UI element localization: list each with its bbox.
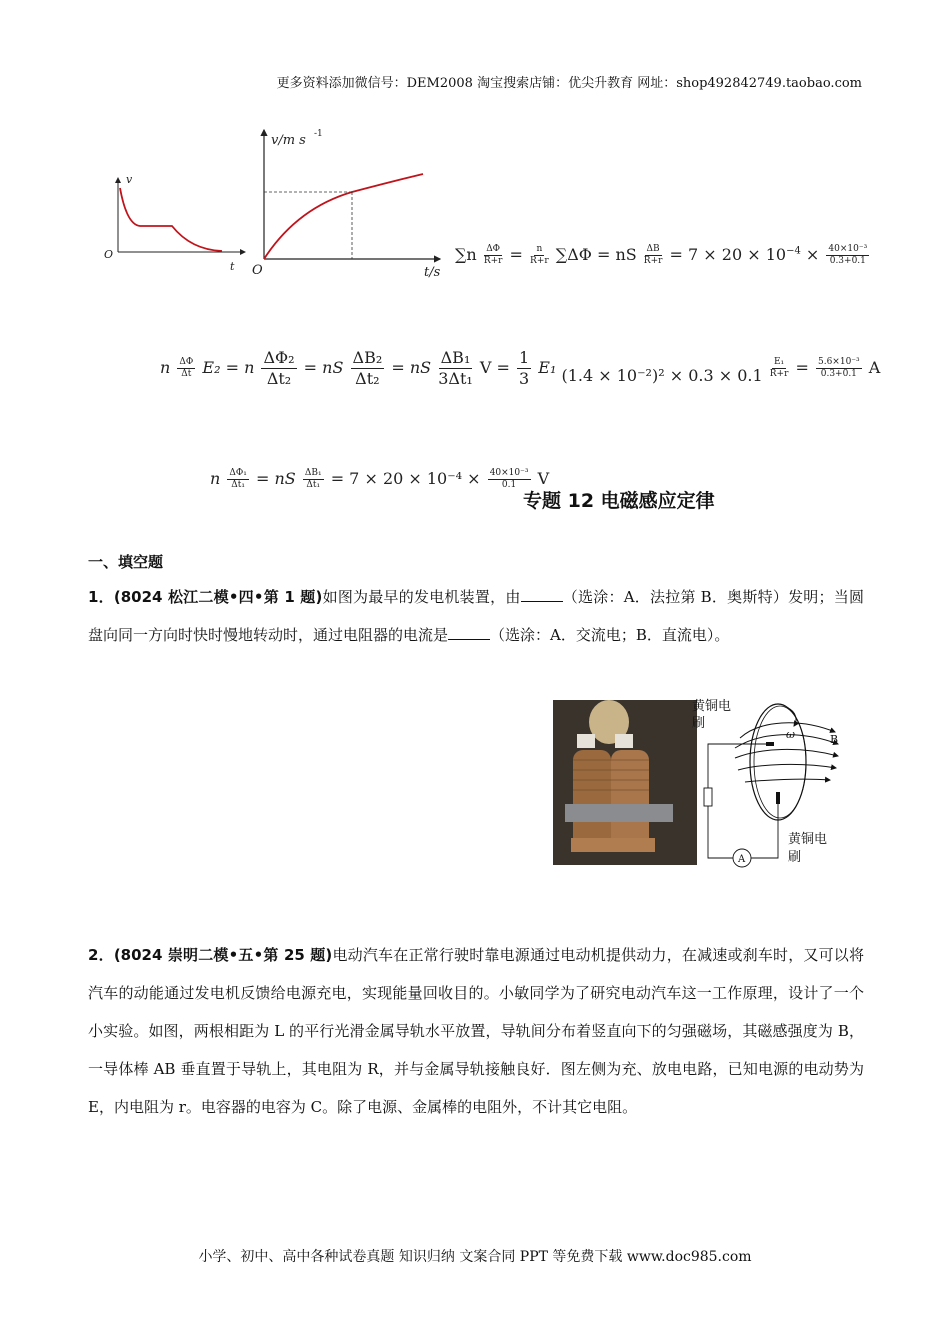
f2-frac-6 <box>770 357 789 380</box>
f2-frac-6-num: E₁ <box>773 357 785 367</box>
small-graph-origin: O <box>104 248 114 261</box>
top-brush-label-2: 刷 <box>692 716 706 731</box>
f3-frac-2-den: Δt₁ <box>306 480 321 490</box>
f1-frac-1-den: R+r <box>483 256 503 266</box>
question-1-text-b: （选涂：A．法拉第 B．奥斯特）发明；当圆盘向同一方向时快时慢地转动时，通过电阻器的电流是 <box>88 588 864 644</box>
question-1-blank-2[interactable] <box>448 625 490 640</box>
f1-frac-4-den: 0.3+0.1 <box>829 256 866 266</box>
generator-photo <box>553 700 697 865</box>
f3-frac-3-den: 0.1 <box>501 480 517 490</box>
f2-unit: A <box>868 358 881 377</box>
f2-frac-1 <box>177 357 195 380</box>
f3-n: n <box>210 469 221 488</box>
bottom-brush-label-1: 黄铜电 <box>788 832 828 847</box>
large-vt-graph <box>248 122 448 282</box>
question-1-number: 1．(8024 松江二模•四•第 1 题) <box>88 588 323 606</box>
f2-frac-3 <box>351 348 385 389</box>
f1-frac-3-den: R+r <box>643 256 663 266</box>
small-graph-y-label: v <box>126 173 133 186</box>
f1-sum-n: ∑n <box>455 245 477 264</box>
large-graph-origin: O <box>252 263 263 278</box>
question-2-text: 电动汽车在正常行驶时靠电源通过电动机提供动力，在减速或刹车时，又可以将汽车的动能通过发电机反馈给电源充电，实现能量回收目的。小敏同学为了研究电动汽车这一工作原理，设计了一个小实验。如图，两根相距为 L 的平行光滑金属导轨水平放置，导轨间分布着竖直向下的匀强磁场，其磁感强度为 B，一导体棒 AB 垂直置于导轨上，其电阻为 R，并与金属导轨接触良好．图左侧为充、放电电路，已知电源的电动势为 E，内电阻为 r。电容器的电容为 C。除了电源、金属棒的电阻外，不计其它电阻。 <box>88 946 864 1116</box>
question-1-text-c: （选涂：A．交流电；B．直流电）。 <box>490 626 730 644</box>
f2-eq2: = <box>795 358 809 377</box>
section-heading: 一、填空题 <box>88 553 164 571</box>
f1-eq: = <box>509 245 523 264</box>
f2-frac-4-den: 3Δt₁ <box>438 369 473 388</box>
bottom-brush-label-2: 刷 <box>788 850 802 865</box>
f2-frac-7 <box>816 357 862 380</box>
f1-frac-4 <box>826 244 869 267</box>
f2-frac-7-num: 5.6×10⁻³ <box>817 357 860 367</box>
f3-frac-1-den: Δt₁ <box>231 480 246 490</box>
page-header: 更多资料添加微信号：DEM2008 淘宝搜索店铺：优尖升教育 网址：shop492842749.taobao.com <box>276 76 862 91</box>
f1-frac-2-den: R+r <box>530 256 549 266</box>
f2-paren: (1.4 × 10⁻²)² × 0.3 × 0.1 <box>561 366 763 385</box>
f1-rhs: = 7 × 20 × 10 <box>669 245 787 264</box>
f1-rhs-exp: −4 <box>786 245 801 257</box>
top-brush <box>766 742 774 746</box>
f2-frac-5-num: 1 <box>519 348 530 367</box>
generator-schematic <box>690 690 870 875</box>
f2-e1: E₁ <box>538 358 557 377</box>
f1-frac-3 <box>644 244 663 267</box>
f2-n: n <box>160 358 171 377</box>
question-2 <box>88 936 864 1126</box>
f3-eq-ns: = nS <box>256 469 296 488</box>
small-graph-x-label: t <box>230 260 235 273</box>
b-label: B <box>830 733 839 746</box>
formula-2 <box>160 348 880 389</box>
formula-3 <box>210 468 549 491</box>
question-1 <box>88 578 864 654</box>
f2-frac-1-num: ΔΦ <box>179 357 194 367</box>
top-brush-label-1: 黄铜电 <box>692 699 732 714</box>
f1-frac-4-num: 40×10⁻³ <box>828 244 868 254</box>
f2-frac-3-num: ΔB₂ <box>352 348 383 367</box>
f2-frac-3-den: Δt₂ <box>355 369 380 388</box>
f2-frac-1-den: Δt <box>181 369 192 379</box>
f2-e2: E₂ = n <box>202 358 255 377</box>
generator-photo-drawing <box>553 700 697 865</box>
f2-eq-ns-2: = nS <box>391 358 432 377</box>
f2-frac-2 <box>261 348 296 389</box>
f1-frac-2 <box>530 244 549 267</box>
question-1-text-a: 如图为最早的发电机装置，由 <box>322 588 521 606</box>
large-graph-y-label-sup: -1 <box>314 129 323 139</box>
bottom-brush <box>776 792 780 804</box>
large-graph-y-label: v/m s <box>271 133 306 148</box>
f2-frac-5 <box>517 348 531 389</box>
f1-frac-1 <box>484 244 503 267</box>
f3-unit: V <box>537 469 550 488</box>
ammeter-label: A <box>738 854 746 865</box>
f3-frac-2-num: ΔB₁ <box>304 468 322 478</box>
f1-frac-2-num: n <box>536 244 543 254</box>
large-graph-curve <box>264 174 423 259</box>
f2-eq-ns-1: = nS <box>303 358 344 377</box>
f1-sum-dphi: ∑ΔΦ = nS <box>555 245 637 264</box>
question-1-blank-1[interactable] <box>521 587 563 602</box>
small-graph-curve <box>120 188 222 251</box>
f3-frac-3-num: 40×10⁻³ <box>489 468 529 478</box>
f2-v-eq: V = <box>479 358 510 377</box>
omega-label: ω <box>786 728 795 741</box>
f1-frac-1-num: ΔΦ <box>486 244 501 254</box>
f2-frac-7-den: 0.3+0.1 <box>820 369 857 379</box>
page-footer: 小学、初中、高中各种试卷真题 知识归纳 文案合同 PPT 等免费下载 www.doc985.com <box>198 1249 752 1265</box>
small-vt-graph <box>100 170 250 280</box>
f2-frac-6-den: R+r <box>769 369 789 379</box>
f2-frac-4 <box>438 348 473 389</box>
f2-frac-4-num: ΔB₁ <box>440 348 471 367</box>
large-graph-x-label: t/s <box>424 265 441 280</box>
f3-frac-1 <box>227 468 249 491</box>
f2-frac-2-num: ΔΦ₂ <box>263 348 295 367</box>
f1-times: × <box>805 245 820 264</box>
resistor <box>704 788 712 806</box>
f2-frac-2-den: Δt₂ <box>266 369 292 388</box>
f3-frac-1-num: ΔΦ₁ <box>229 468 247 478</box>
question-2-number: 2．(8024 崇明二模•五•第 25 题) <box>88 946 333 964</box>
f1-frac-3-num: ΔB <box>646 244 660 254</box>
f3-frac-2 <box>303 468 324 491</box>
page-title: 专题 12 电磁感应定律 <box>523 490 715 512</box>
f3-rhs: = 7 × 20 × 10⁻⁴ × <box>330 469 481 488</box>
f2-frac-5-den: 3 <box>519 369 530 388</box>
formula-1 <box>455 244 871 267</box>
